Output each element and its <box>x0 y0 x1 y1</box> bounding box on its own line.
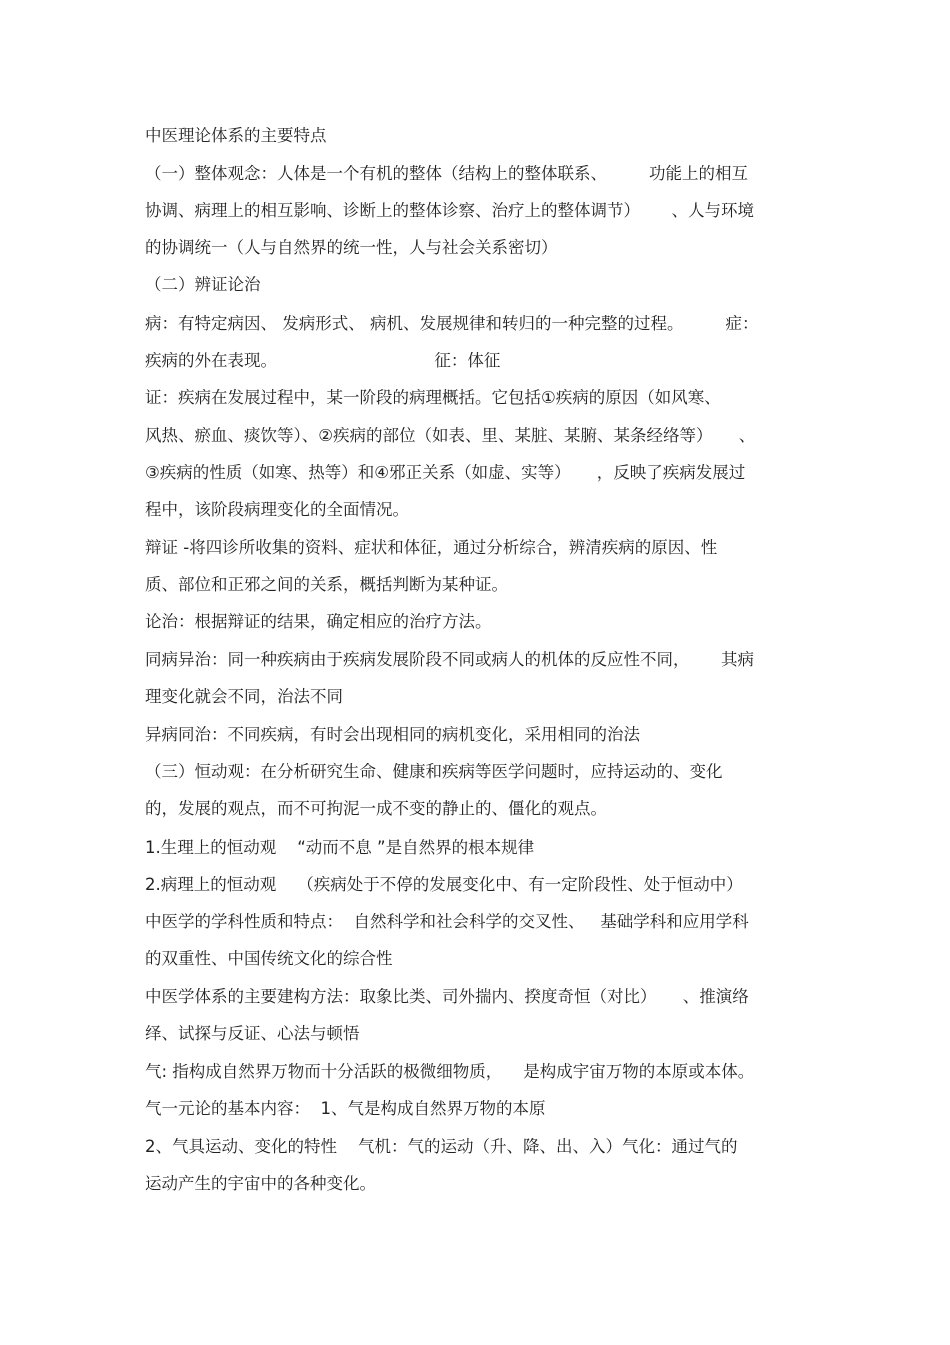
paragraph-line: 病：有特定病因、 发病形式、 病机、发展规律和转归的一种完整的过程。 症： <box>145 314 759 333</box>
paragraph-line: 证：疾病在发展过程中，某一阶段的病理概括。它包括①疾病的原因（如风寒、 <box>145 388 721 407</box>
paragraph-line: 运动产生的宇宙中的各种变化。 <box>145 1174 376 1193</box>
paragraph-line: 绎、试探与反证、心法与顿悟 <box>145 1024 360 1043</box>
paragraph-line: 的，发展的观点，而不可拘泥一成不变的静止的、僵化的观点。 <box>145 799 607 818</box>
paragraph-line: 论治：根据辩证的结果，确定相应的治疗方法。 <box>145 612 492 631</box>
section-heading-syndrome-differentiation: （二）辨证论治 <box>145 275 261 294</box>
section-heading-main-features: 中医理论体系的主要特点 <box>145 126 327 145</box>
paragraph-line: 理变化就会不同，治法不同 <box>145 687 343 706</box>
paragraph-line: （一）整体观念：人体是一个有机的整体（结构上的整体联系、 功能上的相互 <box>145 164 748 183</box>
paragraph-line: 风热、瘀血、痰饮等）、②疾病的部位（如表、里、某脏、某腑、某条经络等） 、 <box>145 426 756 445</box>
paragraph-line: 辩证 -将四诊所收集的资料、症状和体征，通过分析综合，辨清疾病的原因、性 <box>145 538 718 557</box>
paragraph-line: 的双重性、中国传统文化的综合性 <box>145 949 393 968</box>
paragraph-line: 的协调统一（人与自然界的统一性，人与社会关系密切） <box>145 238 558 257</box>
paragraph-line: 中医学体系的主要建构方法：取象比类、司外揣内、揆度奇恒（对比） 、推演络 <box>145 987 749 1006</box>
list-item: 1.生理上的恒动观 “动而不息 ”是自然界的根本规律 <box>145 838 535 857</box>
paragraph-line: 气: 指构成自然界万物而十分活跃的极微细物质， 是构成宇宙万物的本原或本体。 <box>145 1062 755 1081</box>
section-heading-constant-motion: （三）恒动观：在分析研究生命、健康和疾病等医学问题时，应持运动的、变化 <box>145 762 723 781</box>
list-item: 2.病理上的恒动观 （疾病处于不停的发展变化中、有一定阶段性、处于恒动中） <box>145 875 743 894</box>
paragraph-line: 质、部位和正邪之间的关系，概括判断为某种证。 <box>145 575 508 594</box>
paragraph-line: 异病同治：不同疾病，有时会出现相同的病机变化，采用相同的治法 <box>145 725 640 744</box>
paragraph-line: 协调、病理上的相互影响、诊断上的整体诊察、治疗上的整体调节） 、人与环境 <box>145 201 754 220</box>
paragraph-line: 同病异治：同一种疾病由于疾病发展阶段不同或病人的机体的反应性不同， 其病 <box>145 650 754 669</box>
paragraph-line: 疾病的外在表现。 征：体征 <box>145 351 501 370</box>
paragraph-line: 2、气具运动、变化的特性 气机：气的运动（升、降、出、入）气化：通过气的 <box>145 1137 738 1156</box>
paragraph-line: 程中，该阶段病理变化的全面情况。 <box>145 500 409 519</box>
paragraph-line: ③疾病的性质（如寒、热等）和④邪正关系（如虚、实等） ，反映了疾病发展过 <box>145 463 746 482</box>
paragraph-line: 中医学的学科性质和特点： 自然科学和社会科学的交叉性、 基础学科和应用学科 <box>145 912 749 931</box>
paragraph-line: 气一元论的基本内容： 1、气是构成自然界万物的本原 <box>145 1099 546 1118</box>
